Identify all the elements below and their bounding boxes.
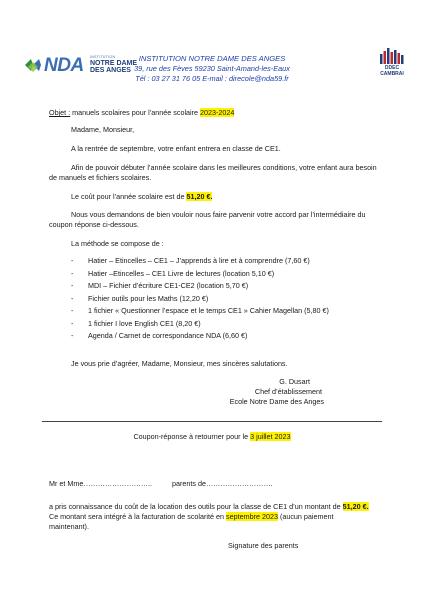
list-item [71,256,391,266]
list-item-text: Hatier –Etincelles – CE1 Livre de lectures (location 5,10 €) [88,268,275,278]
parents-name-field: Mr et Mme……………………….. [49,479,153,488]
paragraph-besoin-line1: Afin de pouvoir débuter l’année scolaire dans les meilleures conditions, votre enfant aura besoin [71,163,377,172]
method-intro: La méthode se compose de : [71,239,164,248]
list-item-text: 1 fichier « Questionner l’espace et le temps CE1 » Cahier Magellan (5,80 €) [88,306,329,315]
ddec-logo-line2: CAMBRAI [380,71,404,77]
nda-logo-small: INSTITUTION [90,55,116,59]
paragraph-accord-line2: coupon réponse ci-dessous. [49,220,139,229]
list-item-text: Agenda / Carnet de correspondance NDA (6,60 €) [88,331,248,340]
coupon-title-text: Coupon-réponse à retourner pour le [133,432,251,441]
child-name-field: parents de………………………. [172,479,273,488]
objet-line [49,108,234,118]
list-item-dash: - [71,256,74,265]
list-item-dash: - [71,281,74,290]
coupon-ack-line2-end: (aucun paiement [277,512,334,521]
coupon-ack-line2-text: Ce montant sera intégré à la facturation de scolarité en [49,512,226,521]
coupon-ack-month: septembre 2023 [226,512,278,521]
list-item [71,281,391,291]
coupon-divider [42,421,382,422]
coupon-title [0,432,424,442]
ddec-bars-icon [380,48,404,64]
list-item-dash: - [71,331,74,340]
list-item [71,319,391,329]
list-item-text: MDI – Fichier d’écriture CE1-CE2 (location 5,70 €) [88,281,249,290]
objet-text: manuels scolaires pour l’année scolaire [70,108,201,117]
paragraph-besoin-line2: de manuels et fichiers scolaires. [49,173,152,182]
objet-year: 2023-2024 [200,108,235,117]
list-item-text: 1 fichier I love English CE1 (8,20 €) [88,318,201,328]
ddec-logo [374,46,410,82]
list-item [71,269,391,279]
signature-block [216,377,322,407]
list-item-text: Hatier – Etincelles – CE1 – J’apprends à lire et à comprendre (7,60 €) [88,256,310,265]
signature-school: Ecole Notre Dame des Anges [229,397,324,406]
parents-signature-label: Signature des parents [228,541,299,550]
list-item [71,331,391,341]
coupon-ack-value: 51,20 €. [342,502,369,511]
nda-logo-line2: DES ANGES [90,67,131,74]
paragraph-rentree: A la rentrée de septembre, votre enfant entrera en classe de CE1. [71,144,281,153]
signature-name: G. Dusart [279,377,310,386]
list-item-dash: - [71,306,74,315]
nda-logo-line1: NOTRE DAME [90,60,138,67]
list-item-dash: - [71,318,74,328]
coupon-names-line [49,479,273,489]
cost-value: 51,20 €. [186,192,213,201]
salutation: Madame, Monsieur, [71,125,135,134]
nda-logo [24,54,138,76]
coupon-ack-line3: maintenant). [49,522,89,531]
objet-label: Objet : [49,108,71,117]
coupon-ack-line2 [49,512,334,522]
letterhead [120,54,304,84]
supplies-list [71,256,391,366]
institution-name: INSTITUTION NOTRE DAME DES ANGES [138,54,286,63]
coupon-ack-text: a pris connaissance du coût de la location des outils pour la classe de CE1 d’un montant de [49,502,343,511]
list-item [71,306,391,316]
closing-salutation: Je vous prie d’agréer, Madame, Monsieur, mes sincères salutations. [71,359,288,368]
nda-logo-abbr: NDA [44,55,84,76]
paragraph-accord-line1: Nous vous demandons de bien vouloir nous faire parvenir votre accord par l’intermédiaire du [71,210,366,219]
institution-address: 39, rue des Fèves 59230 Saint-Amand-les-Eaux [134,64,290,73]
list-item-dash: - [71,293,74,303]
list-item [71,294,391,304]
list-item-text: Fichier outils pour les Maths (12,20 €) [88,293,209,303]
coupon-deadline: 3 juillet 2023 [250,432,291,441]
cost-text: Le coût pour l’année scolaire est de [71,192,187,201]
institution-contact: Tél : 03 27 31 76 05 E-mail : direcole@nda59.fr [135,74,289,83]
ddec-logo-line1: DDEC [384,65,400,71]
signature-title: Chef d’établissement [254,387,322,396]
list-item-dash: - [71,268,74,278]
coupon-ack-line1 [49,502,369,512]
cost-line [71,192,212,202]
nda-mark-icon [24,56,42,74]
